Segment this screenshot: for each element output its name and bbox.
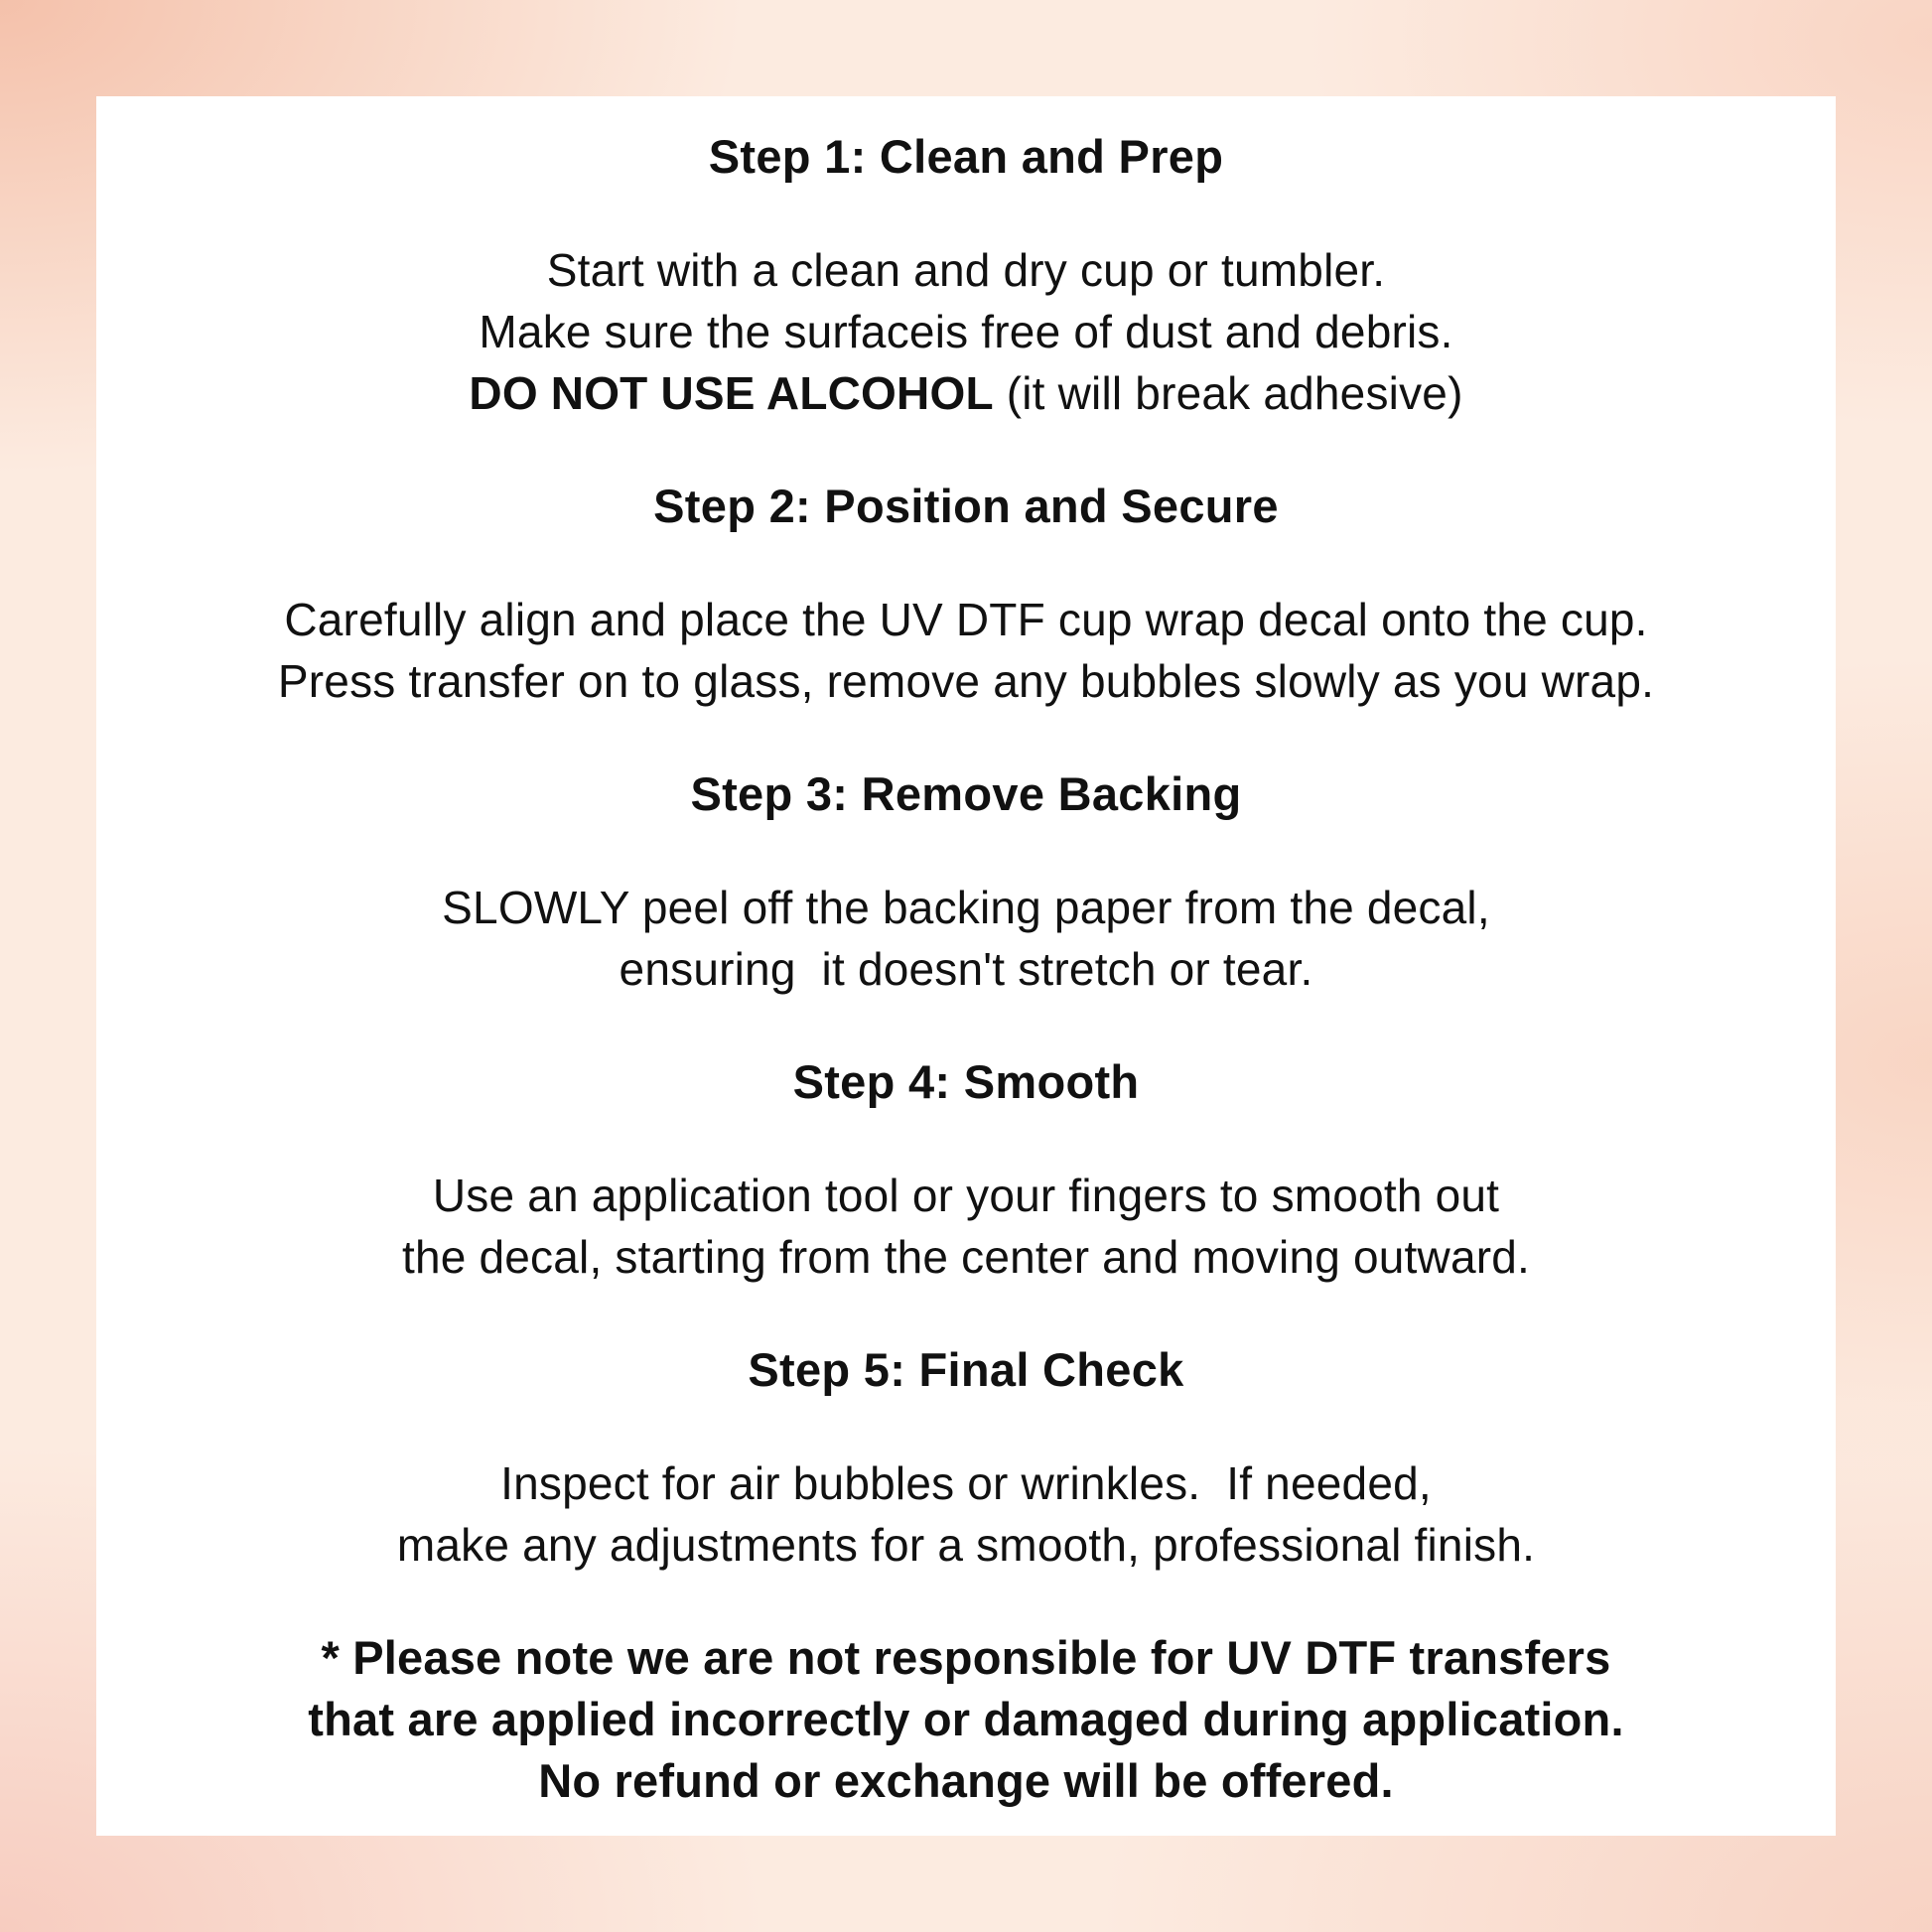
- step-2-section: [132, 476, 1800, 712]
- step-5-body: [132, 1452, 1800, 1576]
- step-3-section: [132, 763, 1800, 1000]
- step-2-heading: Step 2: Position and Secure: [653, 480, 1279, 532]
- step-1-body: [132, 239, 1800, 424]
- step-3-body: [132, 877, 1800, 1000]
- instruction-line: Press transfer on to glass, remove any bubbles slowly as you wrap.: [277, 655, 1655, 707]
- step-5-heading: Step 5: Final Check: [748, 1343, 1184, 1396]
- step-2-body: [132, 589, 1800, 712]
- instruction-line: ensuring it doesn't stretch or tear.: [619, 943, 1313, 995]
- step-1-heading: Step 1: Clean and Prep: [708, 130, 1224, 183]
- instruction-line: SLOWLY peel off the backing paper from the decal,: [442, 882, 1490, 933]
- instruction-line: Use an application tool or your fingers to smooth out: [432, 1170, 1500, 1221]
- instruction-line: Make sure the surfaceis free of dust and debris.: [479, 306, 1453, 357]
- alcohol-warning-note: (it will break adhesive): [993, 367, 1463, 419]
- alcohol-warning-line: [132, 362, 1800, 424]
- step-5-section: [132, 1339, 1800, 1576]
- step-1-section: [132, 126, 1800, 424]
- alcohol-warning-emphasis: DO NOT USE ALCOHOL: [469, 367, 994, 419]
- step-4-body: [132, 1165, 1800, 1288]
- instruction-line: Inspect for air bubbles or wrinkles. If needed,: [500, 1457, 1432, 1509]
- step-4-section: [132, 1051, 1800, 1288]
- disclaimer-line: that are applied incorrectly or damaged during application.: [308, 1693, 1624, 1745]
- step-3-heading: Step 3: Remove Backing: [690, 767, 1242, 820]
- instruction-line: Start with a clean and dry cup or tumbler.: [546, 244, 1386, 296]
- disclaimer-line: No refund or exchange will be offered.: [538, 1754, 1394, 1807]
- instruction-card: [96, 96, 1836, 1836]
- instruction-line: the decal, starting from the center and moving outward.: [401, 1231, 1531, 1283]
- step-4-heading: Step 4: Smooth: [792, 1055, 1140, 1108]
- liability-disclaimer: [132, 1627, 1800, 1812]
- instruction-line: Carefully align and place the UV DTF cup wrap decal onto the cup.: [284, 594, 1648, 645]
- instruction-line: make any adjustments for a smooth, professional finish.: [396, 1519, 1536, 1571]
- disclaimer-line: * Please note we are not responsible for UV DTF transfers: [321, 1631, 1611, 1684]
